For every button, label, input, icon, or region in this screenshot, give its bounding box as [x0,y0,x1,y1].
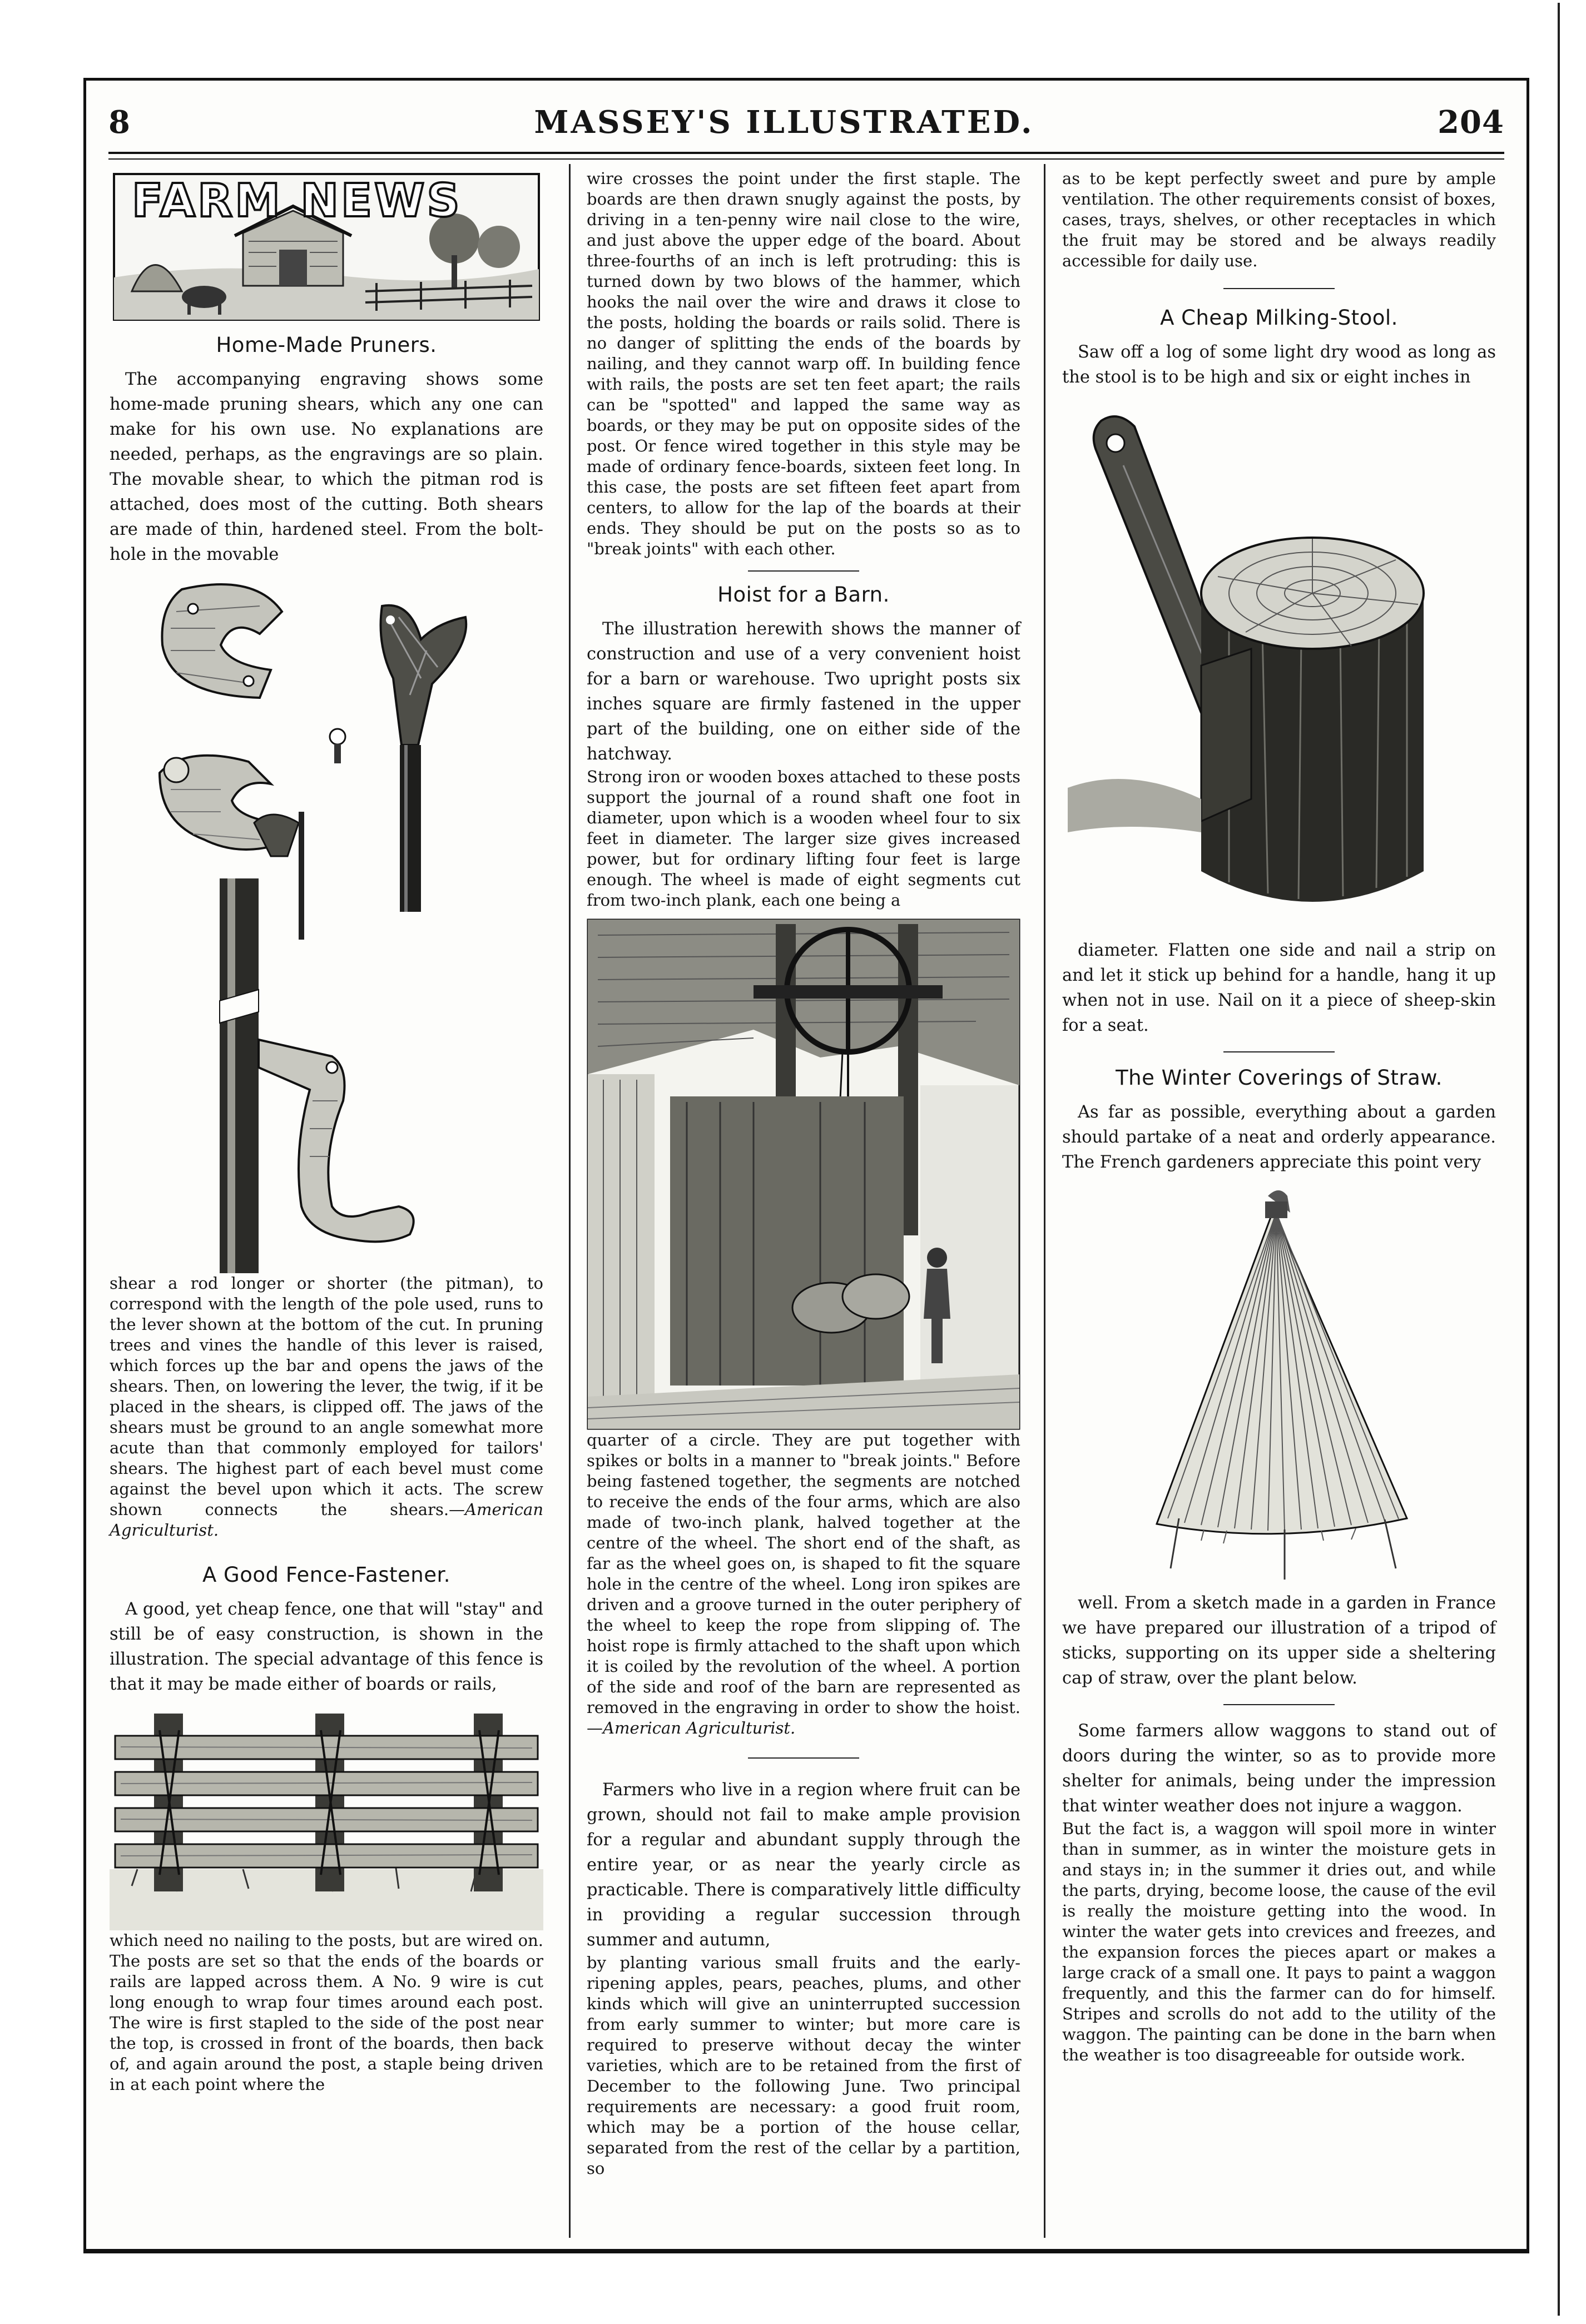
straw-heading: The Winter Coverings of Straw. [1116,1066,1443,1090]
fruit-paragraph-1b: by planting various small fruits and the early-ripening apples, pears, peaches, plums, and other kinds which will give an uninterrupted succession from early summer to winter; but more care is required to preserve without decay the winter varieties, which are to be retained from the first of December to the following June. Two principal requirements are necessary: a good fruit room, which may be a portion of the house cellar, separated from the rest of the cellar by a partition, so [587,1953,1020,2178]
pruners-source: American Agriculturist. [110,1500,543,1540]
stool-paragraph-2: diameter. Flatten one side and nail a strip on and let it stick up behind for a handle, hang it up when not in use. Nail on it a piece of sheep-skin for a seat. [1062,941,1496,1035]
straw-paragraph-1: As far as possible, everything about a garden should partake of a neat and orderly appearance. The French gardeners appreciate this point very [1062,1103,1496,1172]
logo-word-farm: FARM NEWS [132,175,462,227]
hoist-illustration [587,918,1020,1430]
page-number-left: 8 [108,104,131,141]
masthead-rule [108,152,1504,154]
publication-title: MASSEY'S ILLUSTRATED. [534,104,1034,141]
hoist-paragraph-1b: Strong iron or wooden boxes attached to these posts support the journal of a round shaft one foot in diameter, upon which is a wooden wheel four to six feet in diameter. The larger size gives increased power, but for ordinary lifting four feet is large enough. The wheel is made of eight segments cut from two-inch plank, each one being a [587,767,1020,910]
stool-paragraph-1: Saw off a log of some light dry wood as long as the stool is to be high and six or eight inches in [1062,342,1496,387]
section-divider [748,1757,859,1759]
hoist-heading: Hoist for a Barn. [717,583,890,607]
page-number-right: 204 [1438,104,1504,141]
waggon-paragraph-1: Some farmers allow waggons to stand out of doors during the winter, so as to provide more shelter for animals, being under the impression that winter weather does not injure a waggon. [1062,1721,1496,1816]
section-divider [748,570,859,572]
column-3 [1062,168,1496,2065]
fruit-paragraph-1: Farmers who live in a region where fruit can be grown, should not fail to make ample provision for a regular and abundant supply through the entire year, or as near the yearly circle as practicable. There is comparatively little difficulty in providing a regular succession through summer and autumn, [587,1780,1020,1950]
fence-heading: A Good Fence-Fastener. [202,1563,451,1587]
farm-news-logo [110,172,543,322]
pruners-illustration [110,567,543,1273]
column-2 [587,168,1020,2179]
pruners-paragraph-1: The accompanying engraving shows some home-made pruning shears, which any one can make for his own use. No explanations are needed, perhaps, as the engravings are so plain. The movable shear, to which the pitman rod is attached, does most of the cutting. Both shears are made of thin, hardened steel. From the bolt-hole in the movable [110,370,543,564]
hoist-paragraph-1: The illustration herewith shows the manner of construction and use of a very convenient hoist for a barn or warehouse. Two upright posts six inches square are firmly fastened in the upper part of the building, one on either side of the hatchway. [587,619,1020,764]
fence-paragraph-1: A good, yet cheap fence, one that will "stay" and still be of easy construction, is shown in the illustration. The special advantage of this fence is that it may be made either of boards or rails, [110,1600,543,1694]
section-divider [1223,1704,1335,1705]
pruners-heading: Home-Made Pruners. [216,333,437,357]
pruners-paragraph-2 [110,1273,543,1541]
section-divider [1223,1051,1335,1052]
masthead-rule-thin [108,158,1504,160]
milking-stool-illustration [1062,399,1496,938]
hoist-paragraph-2 [587,1430,1020,1739]
fence-continued: wire crosses the point under the first staple. The boards are then drawn snugly against the posts, by driving in a ten-penny wire nail close to the wire, and just above the upper edge of the board. About three-fourths of an inch is left protruding: this is turned down by two blows of the hammer, which hooks the nail over the wire and draws it close to the posts, holding the boards or rails solid. There is no danger of splitting the ends of the boards by nailing, and they cannot warp off. In building fence with rails, the posts are set ten feet apart; the rails can be "spotted" and lapped the same way as boards, or they may be put on opposite sides of the post. Or fence wired together in this style may be made of ordinary fence-boards, sixteen feet long. In this case, the posts are set fifteen feet apart from centers, to allow for the lap of the boards at their ends. They should be put on the posts so as to "break joints" with each other. [587,169,1020,558]
straw-paragraph-2: well. From a sketch made in a garden in France we have prepared our illustration of a tripod of sticks, supporting on its upper side a sheltering cap of straw, over the plant below. [1062,1593,1496,1688]
masthead [108,97,1504,147]
column-divider [569,164,571,2238]
fence-paragraph-2: which need no nailing to the posts, but are wired on. The posts are set so that the ends of the boards or rails are lapped across them. A No. 9 wire is cut long enough to wrap four times around each post. The wire is first stapled to the side of the post near the top, is crossed in front of the boards, then back of, and again around the post, a staple being driven in at each point where the [110,1931,543,2094]
column-1 [110,168,543,2095]
newspaper-page [83,78,1529,2253]
section-divider [1223,288,1335,289]
stool-heading: A Cheap Milking-Stool. [1160,306,1398,330]
waggon-paragraph-1b: But the fact is, a waggon will spoil more in winter than in summer, as in winter the moisture gets in and stays in; in the summer it dries out, and while the parts, drying, become loose, the cause of the evil is really the moisture getting into the wood. In winter the water gets into crevices and freezes, and the expansion forces the pieces apart or makes a large crack of a small one. It pays to paint a waggon frequently, and this the farmer can do for himself. Stripes and scrolls do not add to the utility of the waggon. The painting can be done in the barn when the weather is too disagreeable for outside work. [1062,1819,1496,2064]
hoist-paragraph-2-text: quarter of a circle. They are put together with spikes or bolts in a manner to "break joints." Before being fastened together, the segments are notched to receive the ends of the four arms, which are also made of two-inch plank, halved together at the centre of the wheel. The short end of the shaft, as far as the wheel goes on, is shaped to fit the square hole in the centre of the wheel. Long iron spikes are driven and a groove turned in the outer periphery of the wheel to keep the rope from slipping of. The hoist rope is firmly attached to the shaft upon which it is coiled by the revolution of the wheel. A portion of the side and roof of the barn are represented as removed in the engraving in order to show the hoist.— [587,1431,1020,1737]
fence-illustration [110,1702,543,1930]
hoist-source: American Agriculturist. [603,1719,796,1737]
fruit-continued: as to be kept perfectly sweet and pure by ample ventilation. The other requirements consist of boxes, cases, trays, shelves, or other receptacles in which the fruit may be stored and be always readily accessible for daily use. [1062,169,1496,270]
column-divider [1044,164,1045,2238]
straw-covering-illustration [1062,1179,1496,1591]
pruners-paragraph-2-text: shear a rod longer or shorter (the pitman), to correspond with the length of the pole used, runs to the lever shown at the bottom of the cut. In pruning trees and vines the handle of this lever is raised, which forces up the bar and opens the jaws of the shears. Then, on lowering the lever, the twig, if it be placed in the shears, is clipped off. The jaws of the shears must be ground to an angle somewhat more acute than that commonly employed for tailors' shears. The highest part of each bevel must come against the bevel upon which it acts. The screw shown connects the shears.— [110,1274,543,1519]
